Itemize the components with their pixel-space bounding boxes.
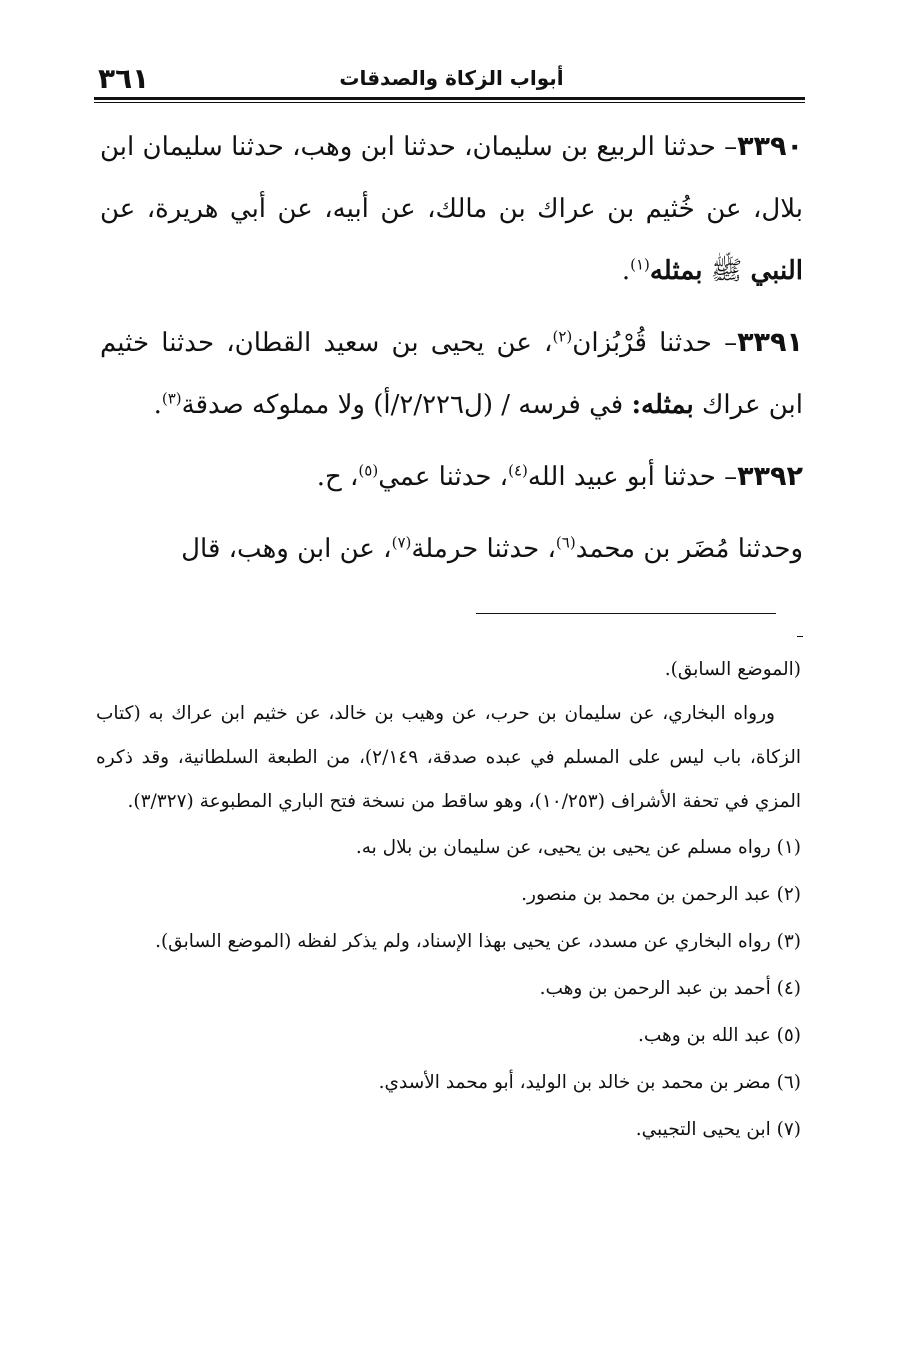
page-header [98, 62, 805, 98]
hadith-text: ابن بلال، عن خُثيم بن عراك بن مالك، عن أبيه، عن أبي هريرة، عن [100, 132, 803, 224]
hadith-bold-text: بمثله: [631, 390, 694, 420]
hadith-number: ٣٣٩٠ [737, 131, 803, 162]
footnote-ref: (٥) [358, 461, 379, 480]
footnote-continuation-mark [797, 636, 803, 637]
punctuation: . [621, 256, 631, 286]
hadith-bold-text: النبي [750, 256, 803, 286]
hadith-text: – حدثنا أبو عبيد الله [527, 462, 738, 492]
hadith-text: ، عن يحيى بن سعيد القطان، حدثنا خثيم [100, 328, 553, 358]
page-number: ٣٦١ [98, 62, 150, 95]
footnote-1: (١) رواه مسلم عن يحيى بن يحيى، عن سليمان بن بلال به. [355, 837, 801, 858]
footnote-6: (٦) مضر بن محمد بن خالد بن الوليد، أبو محمد الأسدي. [378, 1072, 801, 1093]
hadith-text: ، حدثنا عمي [378, 462, 509, 492]
hadith-text: وحدثنا مُضَر بن محمد [575, 534, 803, 564]
hadith-text: ، ح. [316, 462, 359, 492]
footnote-ref: (٧) [391, 533, 412, 552]
continued-note-paragraph: ورواه البخاري، عن سليمان بن حرب، عن وهيب بن خالد، عن خثيم ابن عراك به (كتاب الزكاة، باب ليس على المسلم في عبده صدقة، ٢/١٤٩)، من الطبعة السلطانية، وقد ذكره المزي في تحفة الأشراف (١٠/٢٥٣)، وهو ساقط من نسخة فتح الباري المطبوعة (٣/٣٢٧). [96, 703, 801, 812]
footnote-separator [476, 613, 776, 614]
punctuation: . [153, 390, 162, 420]
salutation-symbol: ﷺ [710, 256, 743, 286]
continued-note-line: (الموضع السابق). [664, 659, 801, 680]
footnote-ref: (٦) [555, 533, 576, 552]
footnote-3: (٣) رواه البخاري عن مسدد، عن يحيى بهذا الإسناد، ولم يذكر لفظه (الموضع السابق). [155, 931, 801, 952]
header-rule-thin [94, 102, 805, 103]
hadith-3390 [100, 116, 803, 302]
footnotes [96, 648, 801, 1153]
main-text [100, 116, 803, 590]
footnote-ref: (٣) [161, 389, 182, 408]
footnote-2: (٢) عبد الرحمن بن محمد بن منصور. [521, 884, 801, 905]
hadith-3392 [100, 446, 803, 508]
footnote-5: (٥) عبد الله بن وهب. [637, 1025, 801, 1046]
hadith-3392-continued [100, 518, 803, 580]
footnote-ref: (٢) [552, 327, 573, 346]
footnote-4: (٤) أحمد بن عبد الرحمن بن وهب. [539, 978, 801, 999]
hadith-text: ، حدثنا حرملة [411, 534, 556, 564]
hadith-text: ابن عراك [701, 390, 803, 420]
footnote-ref: (١) [630, 255, 650, 274]
hadith-number: ٣٣٩١ [737, 327, 803, 358]
running-title: أبواب الزكاة والصدقات [339, 66, 564, 90]
hadith-text: ، عن ابن وهب، قال [181, 534, 392, 564]
hadith-text: – حدثنا قُرْبُزان [572, 328, 738, 358]
footnote-7: (٧) ابن يحيى التجيبي. [635, 1119, 801, 1140]
footnote-ref: (٤) [508, 461, 528, 480]
hadith-text: – حدثنا الربيع بن سليمان، حدثنا ابن وهب، حدثنا سليمان [142, 132, 738, 162]
hadith-text: في فرسه / (ل٢/٢٢٦/أ) ولا مملوكه صدقة [181, 390, 624, 420]
hadith-number: ٣٣٩٢ [737, 461, 803, 492]
hadith-bold-text: بمثله [649, 256, 703, 286]
header-rule [94, 97, 805, 100]
hadith-3391 [100, 312, 803, 436]
